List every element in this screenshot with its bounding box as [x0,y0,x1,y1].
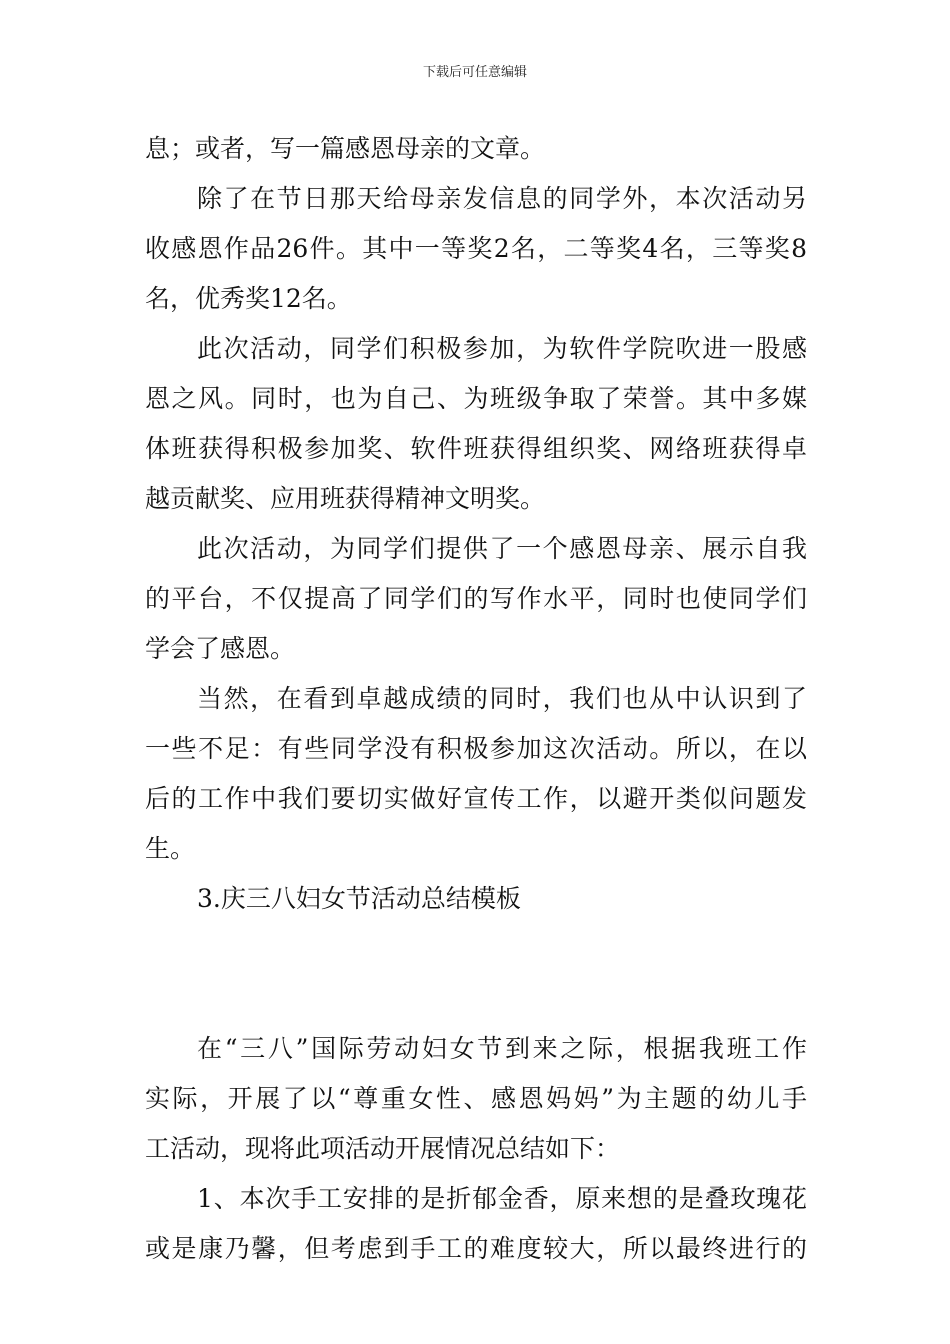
text-line: 的平台，不仅提高了同学们的写作水平，同时也使同学们 [145,584,807,613]
text-line: 或是康乃馨，但考虑到手工的难度较大，所以最终进行的 [145,1234,807,1263]
text-line: 体班获得积极参加奖、软件班获得组织奖、网络班获得卓 [145,434,807,463]
text-line: 学会了感恩。 [145,634,296,663]
text-line: 收感恩作品26件。其中一等奖2名，二等奖4名，三等奖8 [145,234,807,263]
page-header: 下载后可任意编辑 [422,65,527,80]
text-line: 一些不足：有些同学没有积极参加这次活动。所以，在以 [145,734,807,763]
text-line: 后的工作中我们要切实做好宣传工作，以避开类似问题发 [145,784,807,813]
paragraph-works-count [145,174,807,324]
paragraph-platform [145,524,807,674]
section-heading [145,874,807,924]
text-line: 此次活动，为同学们提供了一个感恩母亲、展示自我 [197,534,807,563]
text-line: 当然，在看到卓越成绩的同时，我们也从中认识到了 [197,684,807,713]
paragraph-intro [145,1024,807,1174]
heading-line: 3.庆三八妇女节活动总结模板 [197,884,521,913]
text-line: 息；或者，写一篇感恩母亲的文章。 [145,134,546,163]
paragraph-item-1 [145,1174,807,1274]
text-line: 1、本次手工安排的是折郁金香，原来想的是叠玫瑰花 [197,1184,807,1213]
paragraph-continuation [145,124,807,174]
text-line: 除了在节日那天给母亲发信息的同学外，本次活动另 [197,184,807,213]
text-line: 越贡献奖、应用班获得精神文明奖。 [145,484,546,513]
text-line: 工活动，现将此项活动开展情况总结如下： [145,1134,621,1163]
text-line: 在“三八”国际劳动妇女节到来之际，根据我班工作 [197,1034,807,1063]
text-line: 生。 [145,834,196,863]
text-line: 实际，开展了以“尊重女性、感恩妈妈”为主题的幼儿手 [145,1084,807,1113]
document-body [145,124,807,1274]
paragraph-participation [145,324,807,524]
text-line: 此次活动，同学们积极参加，为软件学院吹进一股感 [197,334,807,363]
text-line: 恩之风。同时，也为自己、为班级争取了荣誉。其中多媒 [145,384,807,413]
blank-space [145,924,807,1024]
paragraph-shortcomings [145,674,807,874]
text-line: 名，优秀奖12名。 [145,284,352,313]
